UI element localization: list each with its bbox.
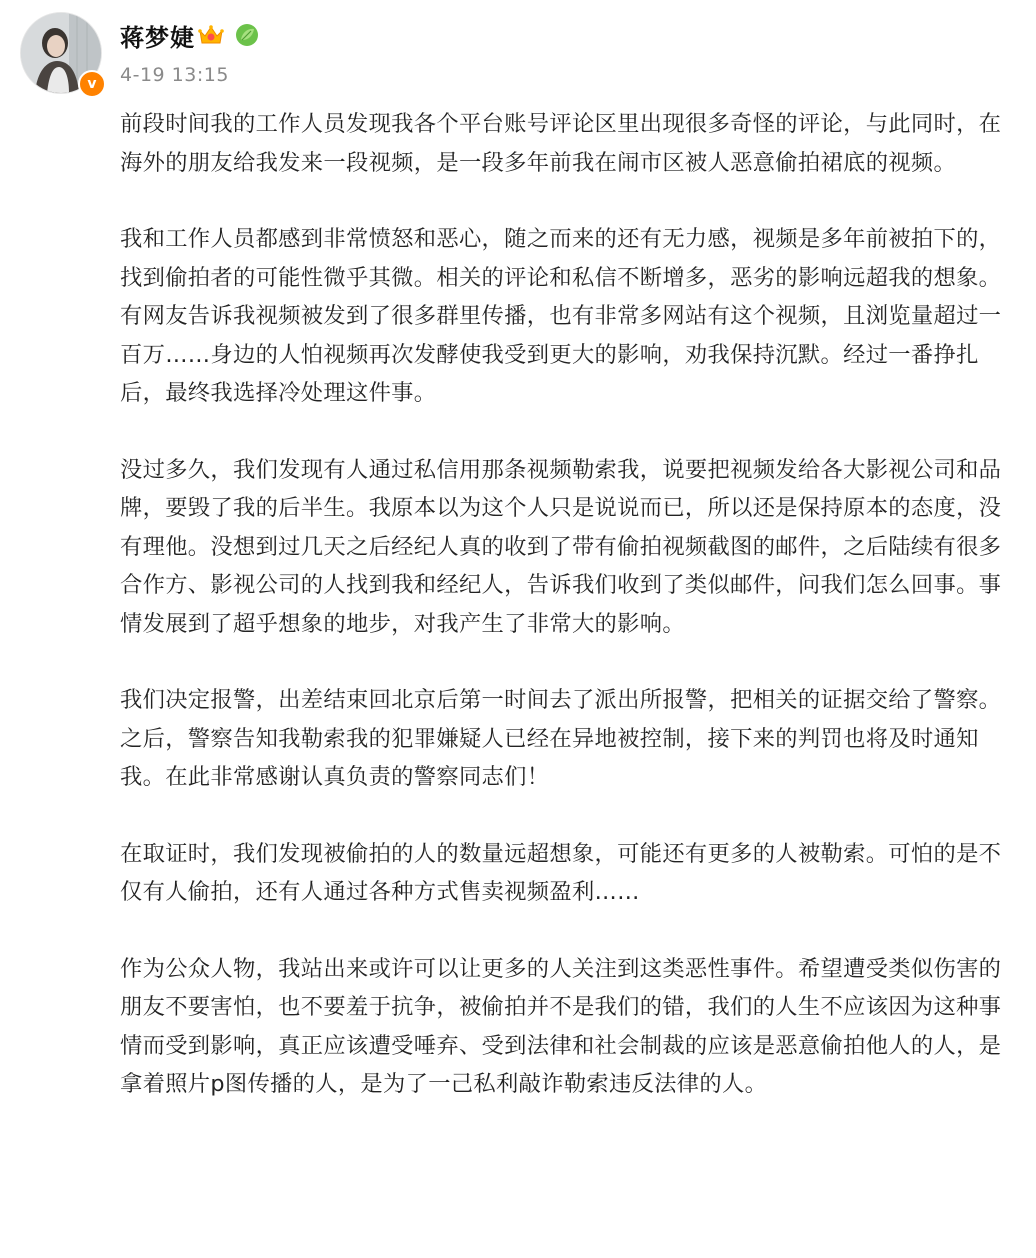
author-name[interactable]: 蒋梦婕 (120, 24, 195, 52)
post-timestamp[interactable]: 4-19 13:15 (120, 64, 229, 86)
verified-badge-icon: v (78, 70, 106, 98)
post-paragraph: 我们决定报警，出差结束回北京后第一时间去了派出所报警，把相关的证据交给了警察。之后，警察告知我勒索我的犯罪嫌疑人已经在异地被控制，接下来的判罚也将及时通知我。在此非常感谢认真负责的警察同志们！ (120, 687, 1002, 790)
post-paragraph: 没过多久，我们发现有人通过私信用那条视频勒索我，说要把视频发给各大影视公司和品牌，要毁了我的后半生。我原本以为这个人只是说说而已，所以还是保持原本的态度，没有理他。没想到过几天之后经纪人真的收到了带有偷拍视频截图的邮件，之后陆续有很多合作方、影视公司的人找到我和经纪人，告诉我们收到了类似邮件，问我们怎么回事。事情发展到了超乎想象的地步，对我产生了非常大的影响。 (120, 456, 1002, 637)
post-paragraph: 我和工作人员都感到非常愤怒和恶心，随之而来的还有无力感，视频是多年前被拍下的，找到偷拍者的可能性微乎其微。相关的评论和私信不断增多，恶劣的影响远超我的想象。有网友告诉我视频被发到了很多群里传播，也有非常多网站有这个视频，且浏览量超过一百万……身边的人怕视频再次发酵使我受到更大的影响，劝我保持沉默。经过一番挣扎后，最终我选择冷处理这件事。 (120, 226, 1002, 406)
avatar-container[interactable] (20, 12, 104, 96)
post-paragraph: 前段时间我的工作人员发现我各个平台账号评论区里出现很多奇怪的评论，与此同时，在海外的朋友给我发来一段视频，是一段多年前我在闹市区被人恶意偷拍裙底的视频。 (120, 111, 1002, 176)
leaf-icon[interactable] (234, 22, 260, 48)
crown-icon[interactable] (198, 24, 224, 46)
post-paragraph: 在取证时，我们发现被偷拍的人的数量远超想象，可能还有更多的人被勒索。可怕的是不仅有人偷拍，还有人通过各种方式售卖视频盈利…… (120, 840, 1002, 905)
post-content (120, 105, 1005, 1142)
post-paragraph: 作为公众人物，我站出来或许可以让更多的人关注到这类恶性事件。希望遭受类似伤害的朋友不要害怕，也不要羞于抗争，被偷拍并不是我们的错，我们的人生不应该因为这种事情而受到影响，真正应该遭受唾弃、受到法律和社会制裁的应该是恶意偷拍他人的人，是拿着照片p图传播的人，是为了一己私利敲诈勒索违反法律的人。 (120, 955, 1002, 1097)
